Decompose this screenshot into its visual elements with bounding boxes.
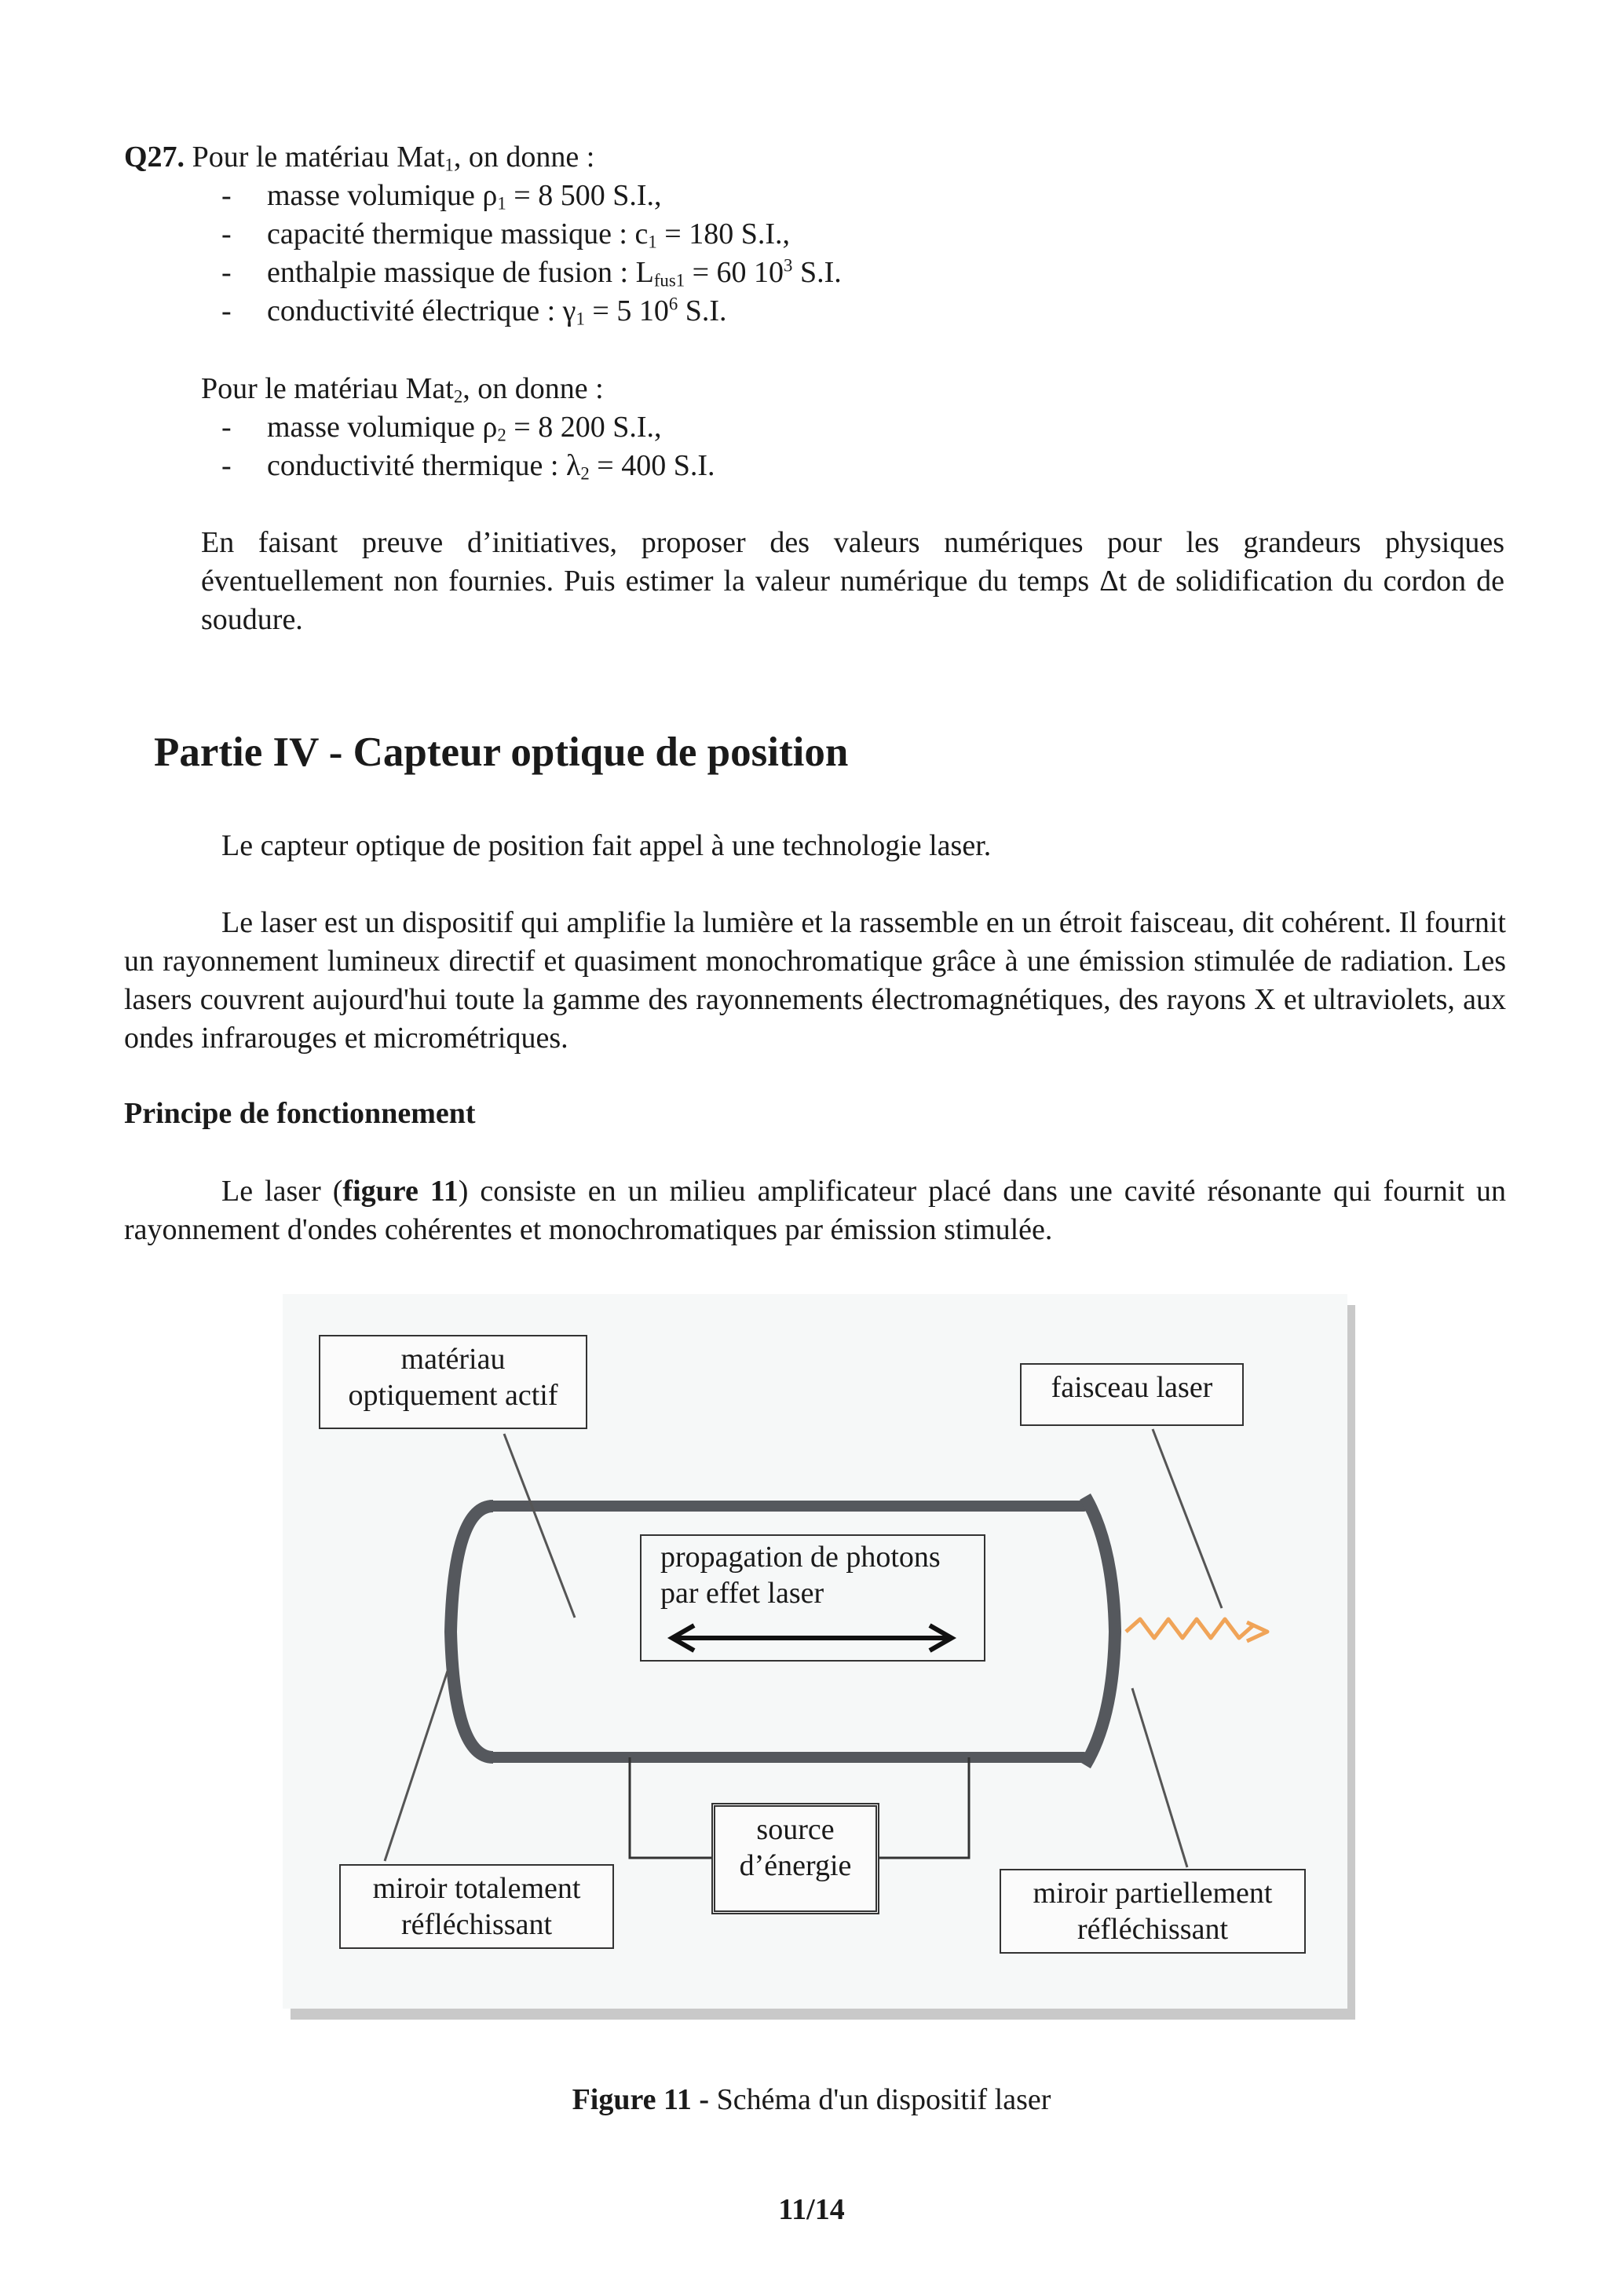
label-materiau-optiquement-actif bbox=[319, 1335, 587, 1429]
mat2-item-sub: 2 bbox=[580, 463, 590, 484]
partial-mirror bbox=[1085, 1497, 1115, 1765]
mat1-item-pre: masse volumique ρ bbox=[267, 179, 498, 212]
mat1-item-post: = 60 10 bbox=[685, 256, 784, 289]
mat2-item-post: = 8 200 S.I., bbox=[506, 411, 662, 444]
mat2-intro bbox=[201, 370, 604, 408]
laser-beam-wave bbox=[1126, 1619, 1253, 1638]
label-propagation-line2: par effet laser bbox=[660, 1577, 824, 1610]
figure-reference-paragraph bbox=[124, 1172, 1506, 1249]
laser-paragraph: Le laser est un dispositif qui amplifie la lumière et la rassemble en un étroit faisceau, dit cohérent. Il fournit un rayonnement lumineux directif et quasiment monochromatique grâce à une émission stimulée de radiation. Les lasers couvrent aujourd'hui toute la gamme des rayonnements électromagnétiques, des rayons X et ultraviolets, aux ondes infrarouges et micrométriques. bbox=[124, 906, 1506, 1055]
pointer-miroir-partiel bbox=[1132, 1688, 1187, 1867]
total-mirror bbox=[451, 1506, 493, 1757]
source-connector-right bbox=[879, 1757, 969, 1858]
mat1-item-sup: 6 bbox=[668, 294, 678, 314]
label-propagation bbox=[640, 1534, 985, 1662]
figure-caption-label: Figure 11 - bbox=[572, 2083, 710, 2116]
label-propagation-line1: propagation de photons bbox=[660, 1541, 941, 1574]
q27-intro-end: , on donne : bbox=[453, 141, 595, 174]
pointer-miroir-total bbox=[385, 1671, 448, 1861]
label-mpart-line2: réfléchissant bbox=[1077, 1913, 1229, 1946]
label-source-line2: d’énergie bbox=[739, 1849, 852, 1882]
mat1-item-sub: 1 bbox=[576, 309, 585, 329]
label-source-line1: source bbox=[756, 1813, 835, 1846]
q27-intro-text: Pour le matériau Mat bbox=[185, 141, 445, 174]
mat1-item-sub: 1 bbox=[648, 232, 657, 252]
mat1-item-post: = 180 S.I., bbox=[656, 218, 790, 250]
figure-caption-text: Schéma d'un dispositif laser bbox=[709, 2083, 1051, 2116]
section-title: Partie IV - Capteur optique de position bbox=[154, 729, 849, 775]
mat1-item bbox=[217, 254, 842, 292]
mat2-item-pre: masse volumique ρ bbox=[267, 411, 498, 444]
mat2-item bbox=[217, 408, 715, 447]
mat1-property-list bbox=[217, 177, 842, 331]
mat1-item-pre: capacité thermique massique : c bbox=[267, 218, 649, 250]
mat1-item-post: = 8 500 S.I., bbox=[506, 179, 662, 212]
mat1-item-sub: fus1 bbox=[653, 270, 685, 291]
p3-pre: Le laser ( bbox=[221, 1175, 343, 1208]
pointer-faisceau bbox=[1153, 1429, 1222, 1608]
label-source-energie bbox=[711, 1803, 879, 1914]
page-number: 11/14 bbox=[778, 2193, 845, 2226]
mat1-item-sup: 3 bbox=[784, 255, 793, 276]
label-materiau-line1: matériau bbox=[400, 1343, 506, 1376]
q27-intro bbox=[124, 138, 594, 177]
label-miroir-partiellement-reflechissant bbox=[1000, 1869, 1306, 1954]
mat2-intro-sub: 2 bbox=[453, 386, 463, 407]
label-mtot-line2: réfléchissant bbox=[400, 1908, 553, 1941]
laser-beam-arrowhead bbox=[1247, 1622, 1267, 1641]
mat2-item-post: = 400 S.I. bbox=[589, 449, 715, 482]
principe-heading: Principe de fonctionnement bbox=[124, 1097, 476, 1130]
initiative-paragraph: En faisant preuve d’initiatives, proposer des valeurs numériques pour les grandeurs physiques éventuellement non fournies. Puis estimer la valeur numérique du temps Δt de solidification du cordon de soudure. bbox=[201, 526, 1504, 636]
mat1-item-tail: S.I. bbox=[792, 256, 842, 289]
mat2-intro-text: Pour le matériau Mat bbox=[201, 372, 454, 405]
mat1-item bbox=[217, 177, 842, 215]
laser-diagram bbox=[283, 1294, 1347, 2009]
mat2-item-pre: conductivité thermique : λ bbox=[267, 449, 581, 482]
mat1-item-pre: enthalpie massique de fusion : L bbox=[267, 256, 654, 289]
label-mtot-line1: miroir totalement bbox=[372, 1872, 581, 1905]
mat1-item-tail: S.I. bbox=[678, 294, 727, 327]
mat1-item-post: = 5 10 bbox=[584, 294, 669, 327]
q27-label: Q27. bbox=[124, 141, 185, 174]
q27-intro-sub: 1 bbox=[444, 155, 454, 175]
p3-post: ) consiste en un milieu amplificateur placé dans une cavité résonante qui fournit un rayonnement d'ondes cohérentes et monochromatiques par émission stimulée. bbox=[124, 1175, 1506, 1246]
mat2-intro-end: , on donne : bbox=[462, 372, 604, 405]
label-faisceau-text: faisceau laser bbox=[1051, 1371, 1213, 1404]
mat1-item bbox=[217, 215, 842, 254]
figure-11-link: figure 11 bbox=[342, 1175, 459, 1208]
label-miroir-totalement-reflechissant bbox=[339, 1864, 614, 1949]
label-faisceau-laser bbox=[1020, 1363, 1244, 1426]
pointer-materiau bbox=[504, 1434, 575, 1618]
mat2-item-sub: 2 bbox=[497, 425, 506, 445]
mat1-item-sub: 1 bbox=[497, 193, 506, 214]
mat2-item bbox=[217, 447, 715, 485]
label-mpart-line1: miroir partiellement bbox=[1033, 1877, 1273, 1910]
mat1-item-pre: conductivité électrique : γ bbox=[267, 294, 576, 327]
source-connector bbox=[630, 1757, 711, 1858]
label-materiau-line2: optiquement actif bbox=[348, 1379, 558, 1412]
mat2-property-list bbox=[217, 408, 715, 485]
capteur-paragraph: Le capteur optique de position fait appel à une technologie laser. bbox=[221, 829, 992, 862]
figure-caption bbox=[0, 2082, 1623, 2117]
mat1-item bbox=[217, 292, 842, 331]
